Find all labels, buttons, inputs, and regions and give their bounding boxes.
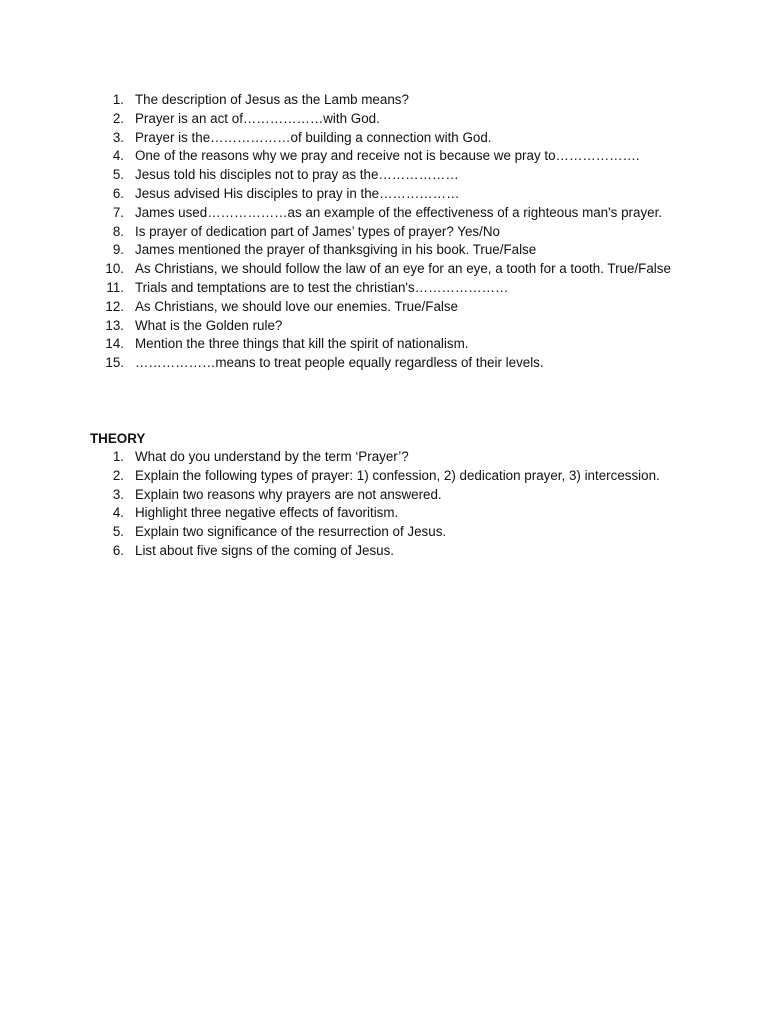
question-text: Highlight three negative effects of favoritism. [135,505,399,521]
question-number: 2. [112,110,124,126]
question-number: 14. [105,336,124,352]
question-number: 13. [105,317,124,333]
theory-item [0,504,768,523]
theory-heading: THEORY [90,431,146,446]
question-text: James mentioned the prayer of thanksgiving in his book. True/False [135,242,537,258]
question-text: Is prayer of dedication part of James’ types of prayer? Yes/No [135,223,500,239]
question-item [0,223,768,242]
question-text: Explain two significance of the resurrection of Jesus. [135,524,447,540]
question-number: 15. [105,355,124,371]
question-text: One of the reasons why we pray and receive not is because we pray to………………. [135,148,640,164]
question-number: 9. [112,242,124,258]
question-number: 12. [105,298,124,314]
question-text: Trials and temptations are to test the christian's………………… [135,279,509,295]
question-number: 3. [112,129,124,145]
question-text: James used………………as an example of the effectiveness of a righteous man's prayer. [135,204,663,220]
question-text: Mention the three things that kill the spirit of nationalism. [135,336,469,352]
question-number: 1. [112,449,124,464]
question-item [0,335,768,354]
question-text: What do you understand by the term ‘Prayer’? [135,449,409,464]
question-item [0,147,768,166]
question-item [0,298,768,317]
theory-item [0,542,768,561]
theory-question-list [0,448,768,561]
question-number: 2. [112,467,124,483]
question-item [0,354,768,373]
question-item [0,129,768,148]
question-item [0,185,768,204]
question-text: What is the Golden rule? [135,317,283,333]
theory-item [0,448,768,467]
question-item [0,260,768,279]
theory-item [0,523,768,542]
question-number: 11. [106,279,124,295]
question-number: 4. [112,148,124,164]
question-number: 3. [112,486,124,502]
question-number: 7. [112,204,124,220]
question-number: 4. [112,505,124,521]
objective-question-list [0,91,768,373]
question-item [0,279,768,298]
question-number: 5. [112,524,124,540]
question-item [0,241,768,260]
question-text: As Christians, we should love our enemies. True/False [135,298,459,314]
question-item [0,91,768,110]
question-text: The description of Jesus as the Lamb means? [135,92,409,107]
question-text: Jesus told his disciples not to pray as the……………… [135,167,459,183]
theory-item [0,486,768,505]
question-item [0,204,768,223]
question-number: 6. [112,542,124,558]
question-item [0,110,768,129]
question-number: 8. [112,223,124,239]
question-number: 6. [112,185,124,201]
theory-item [0,467,768,486]
question-number: 10. [105,261,124,277]
question-text: Explain the following types of prayer: 1) confession, 2) dedication prayer, 3) intercession. [135,467,660,483]
question-text: List about five signs of the coming of Jesus. [135,542,395,558]
question-text: As Christians, we should follow the law of an eye for an eye, a tooth for a tooth. True/False [135,261,671,277]
question-text: Jesus advised His disciples to pray in the……………… [135,185,460,201]
question-number: 5. [112,167,124,183]
question-text: ………………means to treat people equally regardless of their levels. [135,355,544,371]
question-text: Prayer is the………………of building a connection with God. [135,129,492,145]
question-text: Explain two reasons why prayers are not answered. [135,486,442,502]
question-item [0,166,768,185]
question-text: Prayer is an act of………………with God. [135,110,380,126]
question-item [0,317,768,336]
question-number: 1. [112,92,124,107]
